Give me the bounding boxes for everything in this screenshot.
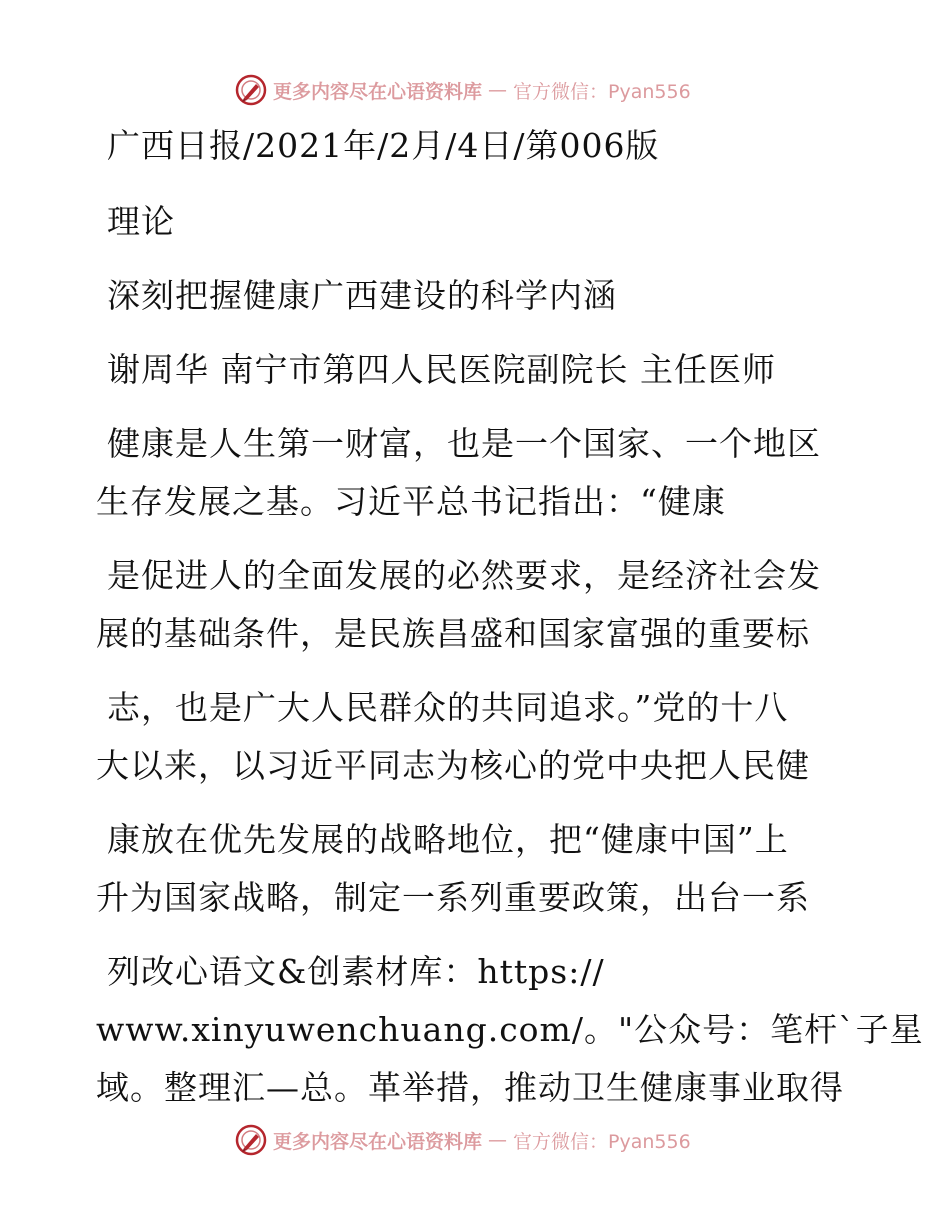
body-line: 康放在优先发展的战略地位，把“健康中国”上 <box>107 820 789 859</box>
watermark-bottom <box>235 1122 691 1158</box>
body-line: 生存发展之基。习近平总书记指出：“健康 <box>96 482 726 521</box>
dateline: 广西日报/2021年/2月/4日/第006版 <box>107 126 660 165</box>
watermark-top <box>235 72 691 108</box>
watermark-separator: — <box>488 79 508 101</box>
author-line: 谢周华 南宁市第四人民医院副院长 主任医师 <box>107 350 776 389</box>
body-line: 大以来，以习近平同志为核心的党中央把人民健 <box>96 746 810 785</box>
body-line: 是促进人的全面发展的必然要求，是经济社会发 <box>107 556 821 595</box>
body-line: 健康是人生第一财富，也是一个国家、一个地区 <box>107 424 821 463</box>
body-line: 升为国家战略，制定一系列重要政策，出台一系 <box>96 878 810 917</box>
watermark-text: 更多内容尽在心语资料库 <box>273 80 483 103</box>
watermark-separator: — <box>488 1129 508 1151</box>
pen-logo-icon <box>235 74 267 106</box>
watermark-text: 更多内容尽在心语资料库 <box>273 1130 483 1153</box>
body-line: www.xinyuwenchuang.com/。"公众号：笔杆`子星 <box>96 1010 924 1049</box>
body-line: 志，也是广大人民群众的共同追求。”党的十八 <box>107 688 789 727</box>
section-label: 理论 <box>107 202 175 241</box>
article-title: 深刻把握健康广西建设的科学内涵 <box>107 276 617 315</box>
body-line: 展的基础条件，是民族昌盛和国家富强的重要标 <box>96 614 810 653</box>
watermark-contact: 官方微信：Pyan556 <box>513 1130 691 1153</box>
watermark-contact: 官方微信：Pyan556 <box>513 80 691 103</box>
body-line: 列改心语文&创素材库：https:// <box>107 952 605 991</box>
body-line: 域。整理汇—总。革举措，推动卫生健康事业取得 <box>96 1068 844 1107</box>
pen-logo-icon <box>235 1124 267 1156</box>
